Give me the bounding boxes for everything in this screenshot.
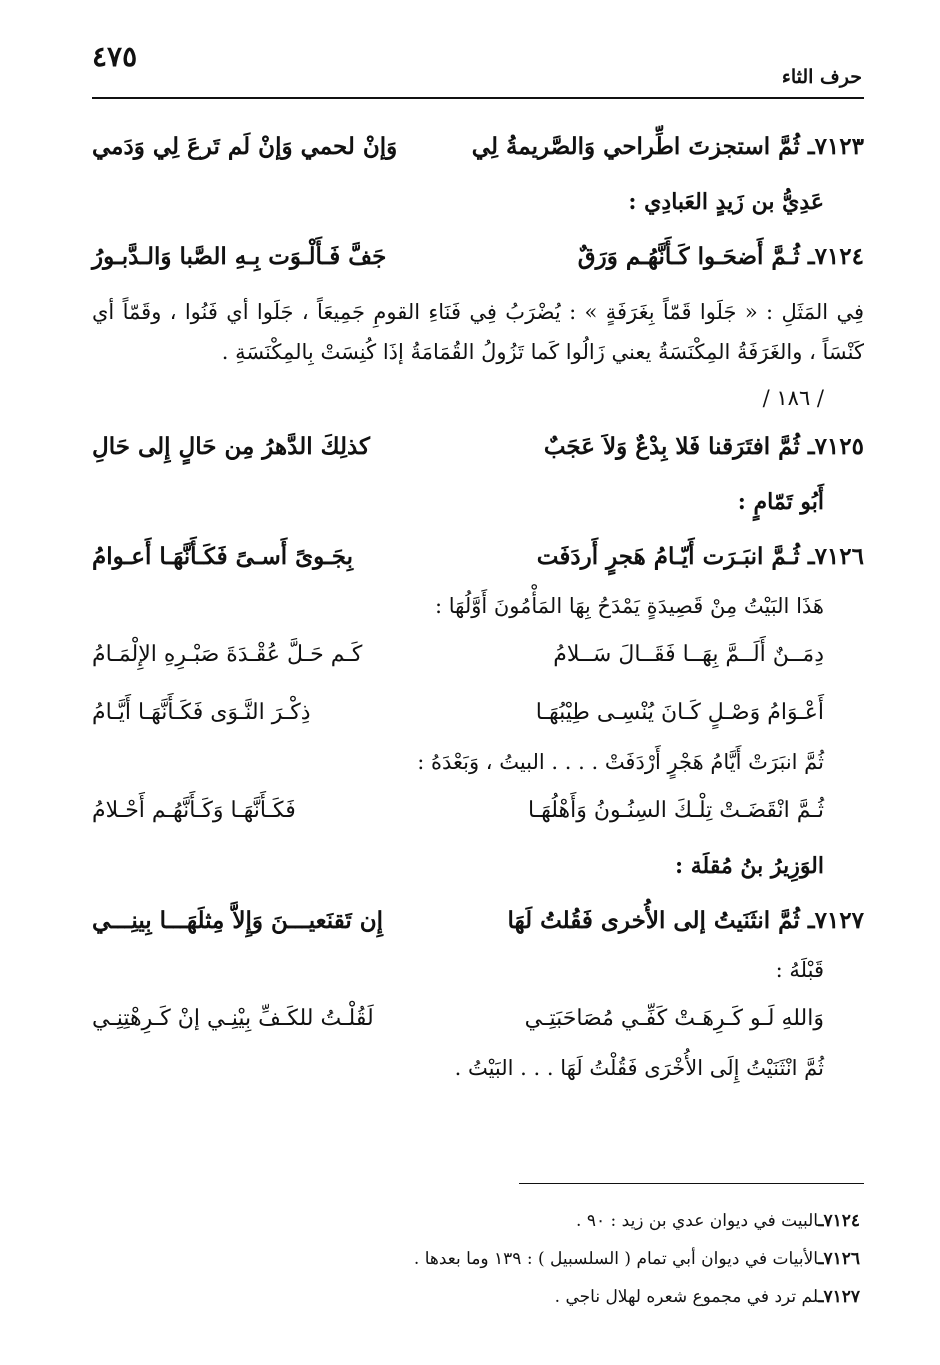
commentary-line: هَذَا البَيْتُ مِنْ قَصِيدَةٍ يَمْدَحُ بِهَا المَأْمُونَ أَوَّلُهَا : <box>434 594 824 618</box>
manuscript-reference: / ١٨٦ / <box>762 386 824 410</box>
verse-7124 <box>92 228 864 286</box>
poet-attribution: أَبُو تَمّامٍ : <box>737 489 824 515</box>
quoted-verse <box>92 626 864 684</box>
quoted-verse <box>92 684 864 742</box>
verse-second-hemistich: كَـم حَـلَّ عُقْـدَةَ صَبْـرِهِ الإِلْمَـامُ <box>92 642 363 667</box>
verse-second-hemistich: لَقُلْـتُ للكَـفِّ بِيْنِـي إنْ كَـرِهْتِنِـي <box>92 1006 374 1031</box>
verse-7126 <box>92 528 864 586</box>
verse-first-hemistich: دِمَــنٌ أَلَــمَّ بِهَــا فَقَــالَ سَــلامُ <box>553 642 824 667</box>
running-head: حرف الثاء <box>781 66 862 88</box>
verse-7127 <box>92 892 864 950</box>
commentary-line: قَبْلَهُ : <box>775 958 824 982</box>
footnote-number: ٧١٢٧ـ <box>818 1287 860 1307</box>
commentary-paragraph: فِي المَثَلِ : « جَلَوا قَمّاً بِغَرَفَةٍ » : يُضْرَبُ فِي فَنَاءِ القومِ جَمِيعَاً ، جَلَوا أي فَنُوا ، وقَمّاً أي كَنْسَاً ، والغَرَفَةُ المِكْنَسَةُ يعني زَالُوا كَما تَزُولُ القُمَامَةُ إذَا كُنِسَتْ بِالمِكْنَسَةِ . <box>92 300 864 364</box>
footnotes <box>92 1202 860 1316</box>
verse-second-hemistich: بِجَـوىً أَسـىً فَكَـأَنَّهَـا أَعـوامُ <box>92 543 354 570</box>
commentary-line: ثُمَّ انبَرَتْ أَيَّامُ هَجْرٍ أَرْدَفَتْ . . . . البيتُ ، وَبَعْدَهُ : <box>417 750 824 774</box>
poet-attribution: عَدِيُّ بن زَيدٍ العَبادِي : <box>628 189 824 215</box>
verse-second-hemistich: وَإنْ لحمي وَإنْ لَم تَرعَ لِي وَدَمي <box>92 133 398 160</box>
verse-first-hemistich: ٧١٢٤ـ ثُـمَّ أَضحَـوا كَـأَنَّهُـم وَرَقٌ <box>577 243 864 270</box>
header-rule <box>92 97 864 99</box>
verse-second-hemistich: إِن تَقنَعيـــنَ وَإِلاَّ مِثلَهَـــا بِينِـــي <box>92 907 384 934</box>
footnote-number: ٧١٢٤ـ <box>818 1211 860 1231</box>
main-text <box>92 118 864 1088</box>
footnote-number: ٧١٢٦ـ <box>818 1249 860 1269</box>
commentary-line: ثُمَّ انْثَنَيْتُ إِلَى الأُخْرَى فَقُلْتُ لَهَا . . . البَيْتُ . <box>454 1056 824 1080</box>
footnote-7124 <box>92 1202 860 1240</box>
verse-second-hemistich: ذِكْـرَ النَّـوَى فَكَـأَنَّهَـا أَيَّـامُ <box>92 700 311 725</box>
footnote-text: البيت في ديوان عدي بن زيد : ٩٠ . <box>576 1211 819 1231</box>
verse-first-hemistich: ٧١٢٦ـ ثُـمَّ انبَـرَت أَيّـامُ هَجرٍ أَردَفَت <box>536 543 864 570</box>
quoted-verse <box>92 782 864 840</box>
footnote-7126 <box>92 1240 860 1278</box>
verse-second-hemistich: جَفَّ فَـأَلْـوَت بِـهِ الصَّبا وَالـدَّبـورُ <box>92 243 387 270</box>
verse-second-hemistich: كذلِكَ الدَّهرُ مِن حَالٍ إِلى حَالِ <box>92 433 371 460</box>
page-header <box>92 40 862 96</box>
verse-second-hemistich: فَكَـأَنَّهَـا وَكَـأَنَّهُـم أَحْـلامُ <box>92 798 296 823</box>
page-number: ٤٧٥ <box>92 40 138 73</box>
verse-first-hemistich: ثُـمَّ انْقَضَـتْ تِلْـكَ السِنُـونُ وَأَهْلُهَـا <box>527 798 824 823</box>
footnote-text: الأبيات في ديوان أبي تمام ( السلسبيل ) : ١٣٩ وما بعدها . <box>413 1249 819 1269</box>
verse-first-hemistich: ٧١٢٧ـ ثُمَّ انثَنَيتُ إلى الأُخرى فَقُلتُ لَهَا <box>507 907 864 934</box>
footnote-rule <box>519 1183 864 1184</box>
verse-first-hemistich: ٧١٢٣ـ ثُمَّ استجزتَ اطِّراحي وَالصَّريمةُ لِي <box>471 133 864 160</box>
verse-7123 <box>92 118 864 176</box>
verse-7125 <box>92 418 864 476</box>
quoted-verse <box>92 990 864 1048</box>
footnote-text: لم ترد في مجموع شعره لهلال ناجي . <box>554 1287 819 1307</box>
verse-first-hemistich: وَاللهِ لَـو كَـرِهَـتْ كَفِّـي مُصَاحَبَتِـي <box>524 1006 824 1031</box>
verse-first-hemistich: ٧١٢٥ـ ثُمَّ افتَرَقنا فَلا بِدْعٌ وَلاَ عَجَبٌ <box>543 433 864 460</box>
footnote-7127 <box>92 1278 860 1316</box>
verse-first-hemistich: أَعْـوَامُ وَصْـلٍ كَـانَ يُنْسِـى طِيْبُهَـا <box>535 700 824 725</box>
poet-attribution: الوَزِيرُ بنُ مُقلَة : <box>674 853 824 879</box>
